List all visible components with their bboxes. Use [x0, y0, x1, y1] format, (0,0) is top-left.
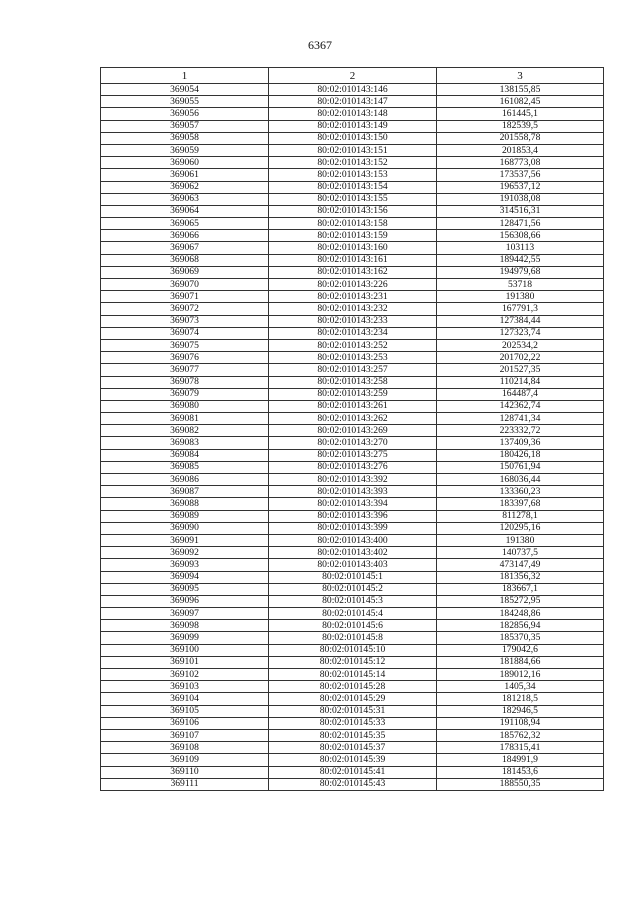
cadastral-number-cell: 80:02:010145:2: [269, 583, 437, 595]
column-header-1: 1: [101, 68, 269, 84]
row-number-cell: 369058: [101, 132, 269, 144]
cadastral-number-cell: 80:02:010145:33: [269, 717, 437, 729]
value-cell: 189012,16: [437, 669, 604, 681]
value-cell: 127384,44: [437, 315, 604, 327]
row-number-cell: 369063: [101, 193, 269, 205]
table-row: [101, 425, 604, 437]
cadastral-number-cell: 80:02:010143:151: [269, 144, 437, 156]
cadastral-number-cell: 80:02:010143:233: [269, 315, 437, 327]
value-cell: 191038,08: [437, 193, 604, 205]
value-cell: 188550,35: [437, 778, 604, 790]
cadastral-number-cell: 80:02:010143:152: [269, 157, 437, 169]
value-cell: 184991,9: [437, 754, 604, 766]
page-number: 6367: [308, 38, 332, 52]
value-cell: 161445,1: [437, 108, 604, 120]
table-row: [101, 486, 604, 498]
value-cell: 167791,3: [437, 303, 604, 315]
table-row: [101, 729, 604, 741]
table-row: [101, 498, 604, 510]
value-cell: 196537,12: [437, 181, 604, 193]
table-row: [101, 181, 604, 193]
value-cell: 811278,1: [437, 510, 604, 522]
value-cell: 181218,5: [437, 693, 604, 705]
row-number-cell: 369055: [101, 96, 269, 108]
value-cell: 156308,66: [437, 230, 604, 242]
row-number-cell: 369086: [101, 474, 269, 486]
value-cell: 168036,44: [437, 474, 604, 486]
row-number-cell: 369060: [101, 157, 269, 169]
row-number-cell: 369093: [101, 559, 269, 571]
cadastral-number-cell: 80:02:010143:148: [269, 108, 437, 120]
cadastral-number-cell: 80:02:010145:1: [269, 571, 437, 583]
value-cell: 184248,86: [437, 608, 604, 620]
table-row: [101, 218, 604, 230]
value-cell: 138155,85: [437, 84, 604, 96]
value-cell: 103113: [437, 242, 604, 254]
table-row: [101, 778, 604, 790]
value-cell: 223332,72: [437, 425, 604, 437]
cadastral-number-cell: 80:02:010145:39: [269, 754, 437, 766]
table-row: [101, 608, 604, 620]
table-row: [101, 254, 604, 266]
table-row: [101, 632, 604, 644]
row-number-cell: 369085: [101, 461, 269, 473]
row-number-cell: 369111: [101, 778, 269, 790]
table-row: [101, 266, 604, 278]
table-row: [101, 400, 604, 412]
value-cell: 182856,94: [437, 620, 604, 632]
table-row: [101, 669, 604, 681]
row-number-cell: 369069: [101, 266, 269, 278]
value-cell: 194979,68: [437, 266, 604, 278]
cadastral-number-cell: 80:02:010143:155: [269, 193, 437, 205]
value-cell: 473147,49: [437, 559, 604, 571]
cadastral-number-cell: 80:02:010143:153: [269, 169, 437, 181]
row-number-cell: 369109: [101, 754, 269, 766]
table-row: [101, 449, 604, 461]
row-number-cell: 369107: [101, 729, 269, 741]
cadastral-number-cell: 80:02:010143:269: [269, 425, 437, 437]
row-number-cell: 369077: [101, 364, 269, 376]
table-row: [101, 84, 604, 96]
row-number-cell: 369100: [101, 644, 269, 656]
value-cell: 128741,34: [437, 413, 604, 425]
table-row: [101, 559, 604, 571]
value-cell: 137409,36: [437, 437, 604, 449]
table-row: [101, 693, 604, 705]
value-cell: 202534,2: [437, 339, 604, 351]
table-row: [101, 705, 604, 717]
cadastral-number-cell: 80:02:010145:29: [269, 693, 437, 705]
cadastral-number-cell: 80:02:010143:392: [269, 474, 437, 486]
value-cell: 191380: [437, 534, 604, 546]
value-cell: 185272,95: [437, 595, 604, 607]
table-row: [101, 437, 604, 449]
row-number-cell: 369104: [101, 693, 269, 705]
row-number-cell: 369092: [101, 547, 269, 559]
row-number-cell: 369087: [101, 486, 269, 498]
cadastral-number-cell: 80:02:010145:43: [269, 778, 437, 790]
row-number-cell: 369097: [101, 608, 269, 620]
cadastral-number-cell: 80:02:010143:399: [269, 522, 437, 534]
cadastral-number-cell: 80:02:010143:154: [269, 181, 437, 193]
cadastral-number-cell: 80:02:010145:3: [269, 595, 437, 607]
row-number-cell: 369088: [101, 498, 269, 510]
cadastral-number-cell: 80:02:010145:12: [269, 656, 437, 668]
cadastral-number-cell: 80:02:010143:160: [269, 242, 437, 254]
cadastral-number-cell: 80:02:010145:4: [269, 608, 437, 620]
row-number-cell: 369095: [101, 583, 269, 595]
value-cell: 178315,41: [437, 742, 604, 754]
table-row: [101, 474, 604, 486]
row-number-cell: 369056: [101, 108, 269, 120]
column-header-2: 2: [269, 68, 437, 84]
value-cell: 191380: [437, 291, 604, 303]
table-row: [101, 376, 604, 388]
value-cell: 183667,1: [437, 583, 604, 595]
cadastral-number-cell: 80:02:010143:226: [269, 279, 437, 291]
cadastral-number-cell: 80:02:010143:161: [269, 254, 437, 266]
value-cell: 1405,34: [437, 681, 604, 693]
row-number-cell: 369078: [101, 376, 269, 388]
table-row: [101, 413, 604, 425]
row-number-cell: 369080: [101, 400, 269, 412]
value-cell: 181453,6: [437, 766, 604, 778]
table-row: [101, 522, 604, 534]
row-number-cell: 369098: [101, 620, 269, 632]
value-cell: 53718: [437, 279, 604, 291]
cadastral-number-cell: 80:02:010143:162: [269, 266, 437, 278]
cadastral-number-cell: 80:02:010143:393: [269, 486, 437, 498]
value-cell: 179042,6: [437, 644, 604, 656]
table-row: [101, 742, 604, 754]
row-number-cell: 369090: [101, 522, 269, 534]
cadastral-number-cell: 80:02:010143:276: [269, 461, 437, 473]
table-row: [101, 571, 604, 583]
table-row: [101, 157, 604, 169]
cadastral-number-cell: 80:02:010143:275: [269, 449, 437, 461]
table-row: [101, 547, 604, 559]
value-cell: 180426,18: [437, 449, 604, 461]
table-row: [101, 144, 604, 156]
table-row: [101, 279, 604, 291]
row-number-cell: 369108: [101, 742, 269, 754]
row-number-cell: 369070: [101, 279, 269, 291]
cadastral-number-cell: 80:02:010143:258: [269, 376, 437, 388]
cadastral-number-cell: 80:02:010143:150: [269, 132, 437, 144]
table-row: [101, 717, 604, 729]
table-row: [101, 595, 604, 607]
table-row: [101, 766, 604, 778]
table-row: [101, 169, 604, 181]
table-row: [101, 193, 604, 205]
value-cell: 189442,55: [437, 254, 604, 266]
row-number-cell: 369083: [101, 437, 269, 449]
cadastral-number-cell: 80:02:010145:31: [269, 705, 437, 717]
table-row: [101, 339, 604, 351]
value-cell: 120295,16: [437, 522, 604, 534]
table-row: [101, 388, 604, 400]
table-row: [101, 364, 604, 376]
table-row: [101, 230, 604, 242]
row-number-cell: 369101: [101, 656, 269, 668]
table-row: [101, 120, 604, 132]
cadastral-number-cell: 80:02:010143:146: [269, 84, 437, 96]
row-number-cell: 369064: [101, 205, 269, 217]
cadastral-number-cell: 80:02:010143:261: [269, 400, 437, 412]
value-cell: 161082,45: [437, 96, 604, 108]
row-number-cell: 369081: [101, 413, 269, 425]
cadastral-number-cell: 80:02:010145:35: [269, 729, 437, 741]
table-row: [101, 583, 604, 595]
cadastral-number-cell: 80:02:010143:231: [269, 291, 437, 303]
value-cell: 127323,74: [437, 327, 604, 339]
row-number-cell: 369073: [101, 315, 269, 327]
cadastral-number-cell: 80:02:010143:232: [269, 303, 437, 315]
table-row: [101, 656, 604, 668]
cadastral-number-cell: 80:02:010143:270: [269, 437, 437, 449]
cadastral-number-cell: 80:02:010143:234: [269, 327, 437, 339]
cadastral-number-cell: 80:02:010143:400: [269, 534, 437, 546]
value-cell: 128471,56: [437, 218, 604, 230]
cadastral-number-cell: 80:02:010143:396: [269, 510, 437, 522]
row-number-cell: 369089: [101, 510, 269, 522]
row-number-cell: 369096: [101, 595, 269, 607]
value-cell: 314516,31: [437, 205, 604, 217]
row-number-cell: 369103: [101, 681, 269, 693]
value-cell: 185370,35: [437, 632, 604, 644]
row-number-cell: 369094: [101, 571, 269, 583]
cadastral-number-cell: 80:02:010143:394: [269, 498, 437, 510]
row-number-cell: 369076: [101, 352, 269, 364]
row-number-cell: 369059: [101, 144, 269, 156]
value-cell: 201558,78: [437, 132, 604, 144]
row-number-cell: 369072: [101, 303, 269, 315]
column-header-3: 3: [437, 68, 604, 84]
table-row: [101, 681, 604, 693]
value-cell: 181356,32: [437, 571, 604, 583]
table-row: [101, 315, 604, 327]
value-cell: 183397,68: [437, 498, 604, 510]
value-cell: 185762,32: [437, 729, 604, 741]
value-cell: 191108,94: [437, 717, 604, 729]
cadastral-number-cell: 80:02:010145:37: [269, 742, 437, 754]
row-number-cell: 369102: [101, 669, 269, 681]
cadastral-number-cell: 80:02:010143:156: [269, 205, 437, 217]
cadastral-number-cell: 80:02:010145:10: [269, 644, 437, 656]
cadastral-number-cell: 80:02:010143:149: [269, 120, 437, 132]
value-cell: 142362,74: [437, 400, 604, 412]
row-number-cell: 369082: [101, 425, 269, 437]
row-number-cell: 369061: [101, 169, 269, 181]
cadastral-number-cell: 80:02:010145:8: [269, 632, 437, 644]
table-row: [101, 327, 604, 339]
cadastral-number-cell: 80:02:010143:402: [269, 547, 437, 559]
table-row: [101, 534, 604, 546]
value-cell: 181884,66: [437, 656, 604, 668]
table-row: [101, 132, 604, 144]
cadastral-number-cell: 80:02:010143:159: [269, 230, 437, 242]
table-row: [101, 291, 604, 303]
row-number-cell: 369066: [101, 230, 269, 242]
table-row: [101, 108, 604, 120]
cadastral-number-cell: 80:02:010143:252: [269, 339, 437, 351]
cadastral-number-cell: 80:02:010145:14: [269, 669, 437, 681]
value-cell: 182946,5: [437, 705, 604, 717]
cadastral-number-cell: 80:02:010143:147: [269, 96, 437, 108]
row-number-cell: 369071: [101, 291, 269, 303]
table-row: [101, 205, 604, 217]
value-cell: 201702,22: [437, 352, 604, 364]
cadastral-number-cell: 80:02:010143:262: [269, 413, 437, 425]
value-cell: 140737,5: [437, 547, 604, 559]
row-number-cell: 369067: [101, 242, 269, 254]
table-row: [101, 644, 604, 656]
value-cell: 173537,56: [437, 169, 604, 181]
table-row: [101, 303, 604, 315]
row-number-cell: 369075: [101, 339, 269, 351]
cadastral-number-cell: 80:02:010143:158: [269, 218, 437, 230]
table-row: [101, 754, 604, 766]
row-number-cell: 369074: [101, 327, 269, 339]
row-number-cell: 369057: [101, 120, 269, 132]
row-number-cell: 369062: [101, 181, 269, 193]
cadastral-number-cell: 80:02:010145:41: [269, 766, 437, 778]
row-number-cell: 369091: [101, 534, 269, 546]
row-number-cell: 369079: [101, 388, 269, 400]
table-body: [101, 84, 604, 791]
value-cell: 182539,5: [437, 120, 604, 132]
cadastral-number-cell: 80:02:010143:253: [269, 352, 437, 364]
row-number-cell: 369105: [101, 705, 269, 717]
row-number-cell: 369084: [101, 449, 269, 461]
row-number-cell: 369099: [101, 632, 269, 644]
value-cell: 110214,84: [437, 376, 604, 388]
table-row: [101, 242, 604, 254]
value-cell: 133360,23: [437, 486, 604, 498]
cadastral-number-cell: 80:02:010143:257: [269, 364, 437, 376]
data-table: [100, 67, 604, 791]
value-cell: 201527,35: [437, 364, 604, 376]
cadastral-number-cell: 80:02:010143:403: [269, 559, 437, 571]
value-cell: 201853,4: [437, 144, 604, 156]
value-cell: 168773,08: [437, 157, 604, 169]
row-number-cell: 369054: [101, 84, 269, 96]
table-row: [101, 96, 604, 108]
table-row: [101, 352, 604, 364]
cadastral-number-cell: 80:02:010145:6: [269, 620, 437, 632]
row-number-cell: 369065: [101, 218, 269, 230]
table-header-row: [101, 68, 604, 84]
row-number-cell: 369068: [101, 254, 269, 266]
row-number-cell: 369106: [101, 717, 269, 729]
table-row: [101, 620, 604, 632]
cadastral-number-cell: 80:02:010145:28: [269, 681, 437, 693]
cadastral-number-cell: 80:02:010143:259: [269, 388, 437, 400]
table-row: [101, 461, 604, 473]
value-cell: 164487,4: [437, 388, 604, 400]
value-cell: 150761,94: [437, 461, 604, 473]
table-row: [101, 510, 604, 522]
row-number-cell: 369110: [101, 766, 269, 778]
